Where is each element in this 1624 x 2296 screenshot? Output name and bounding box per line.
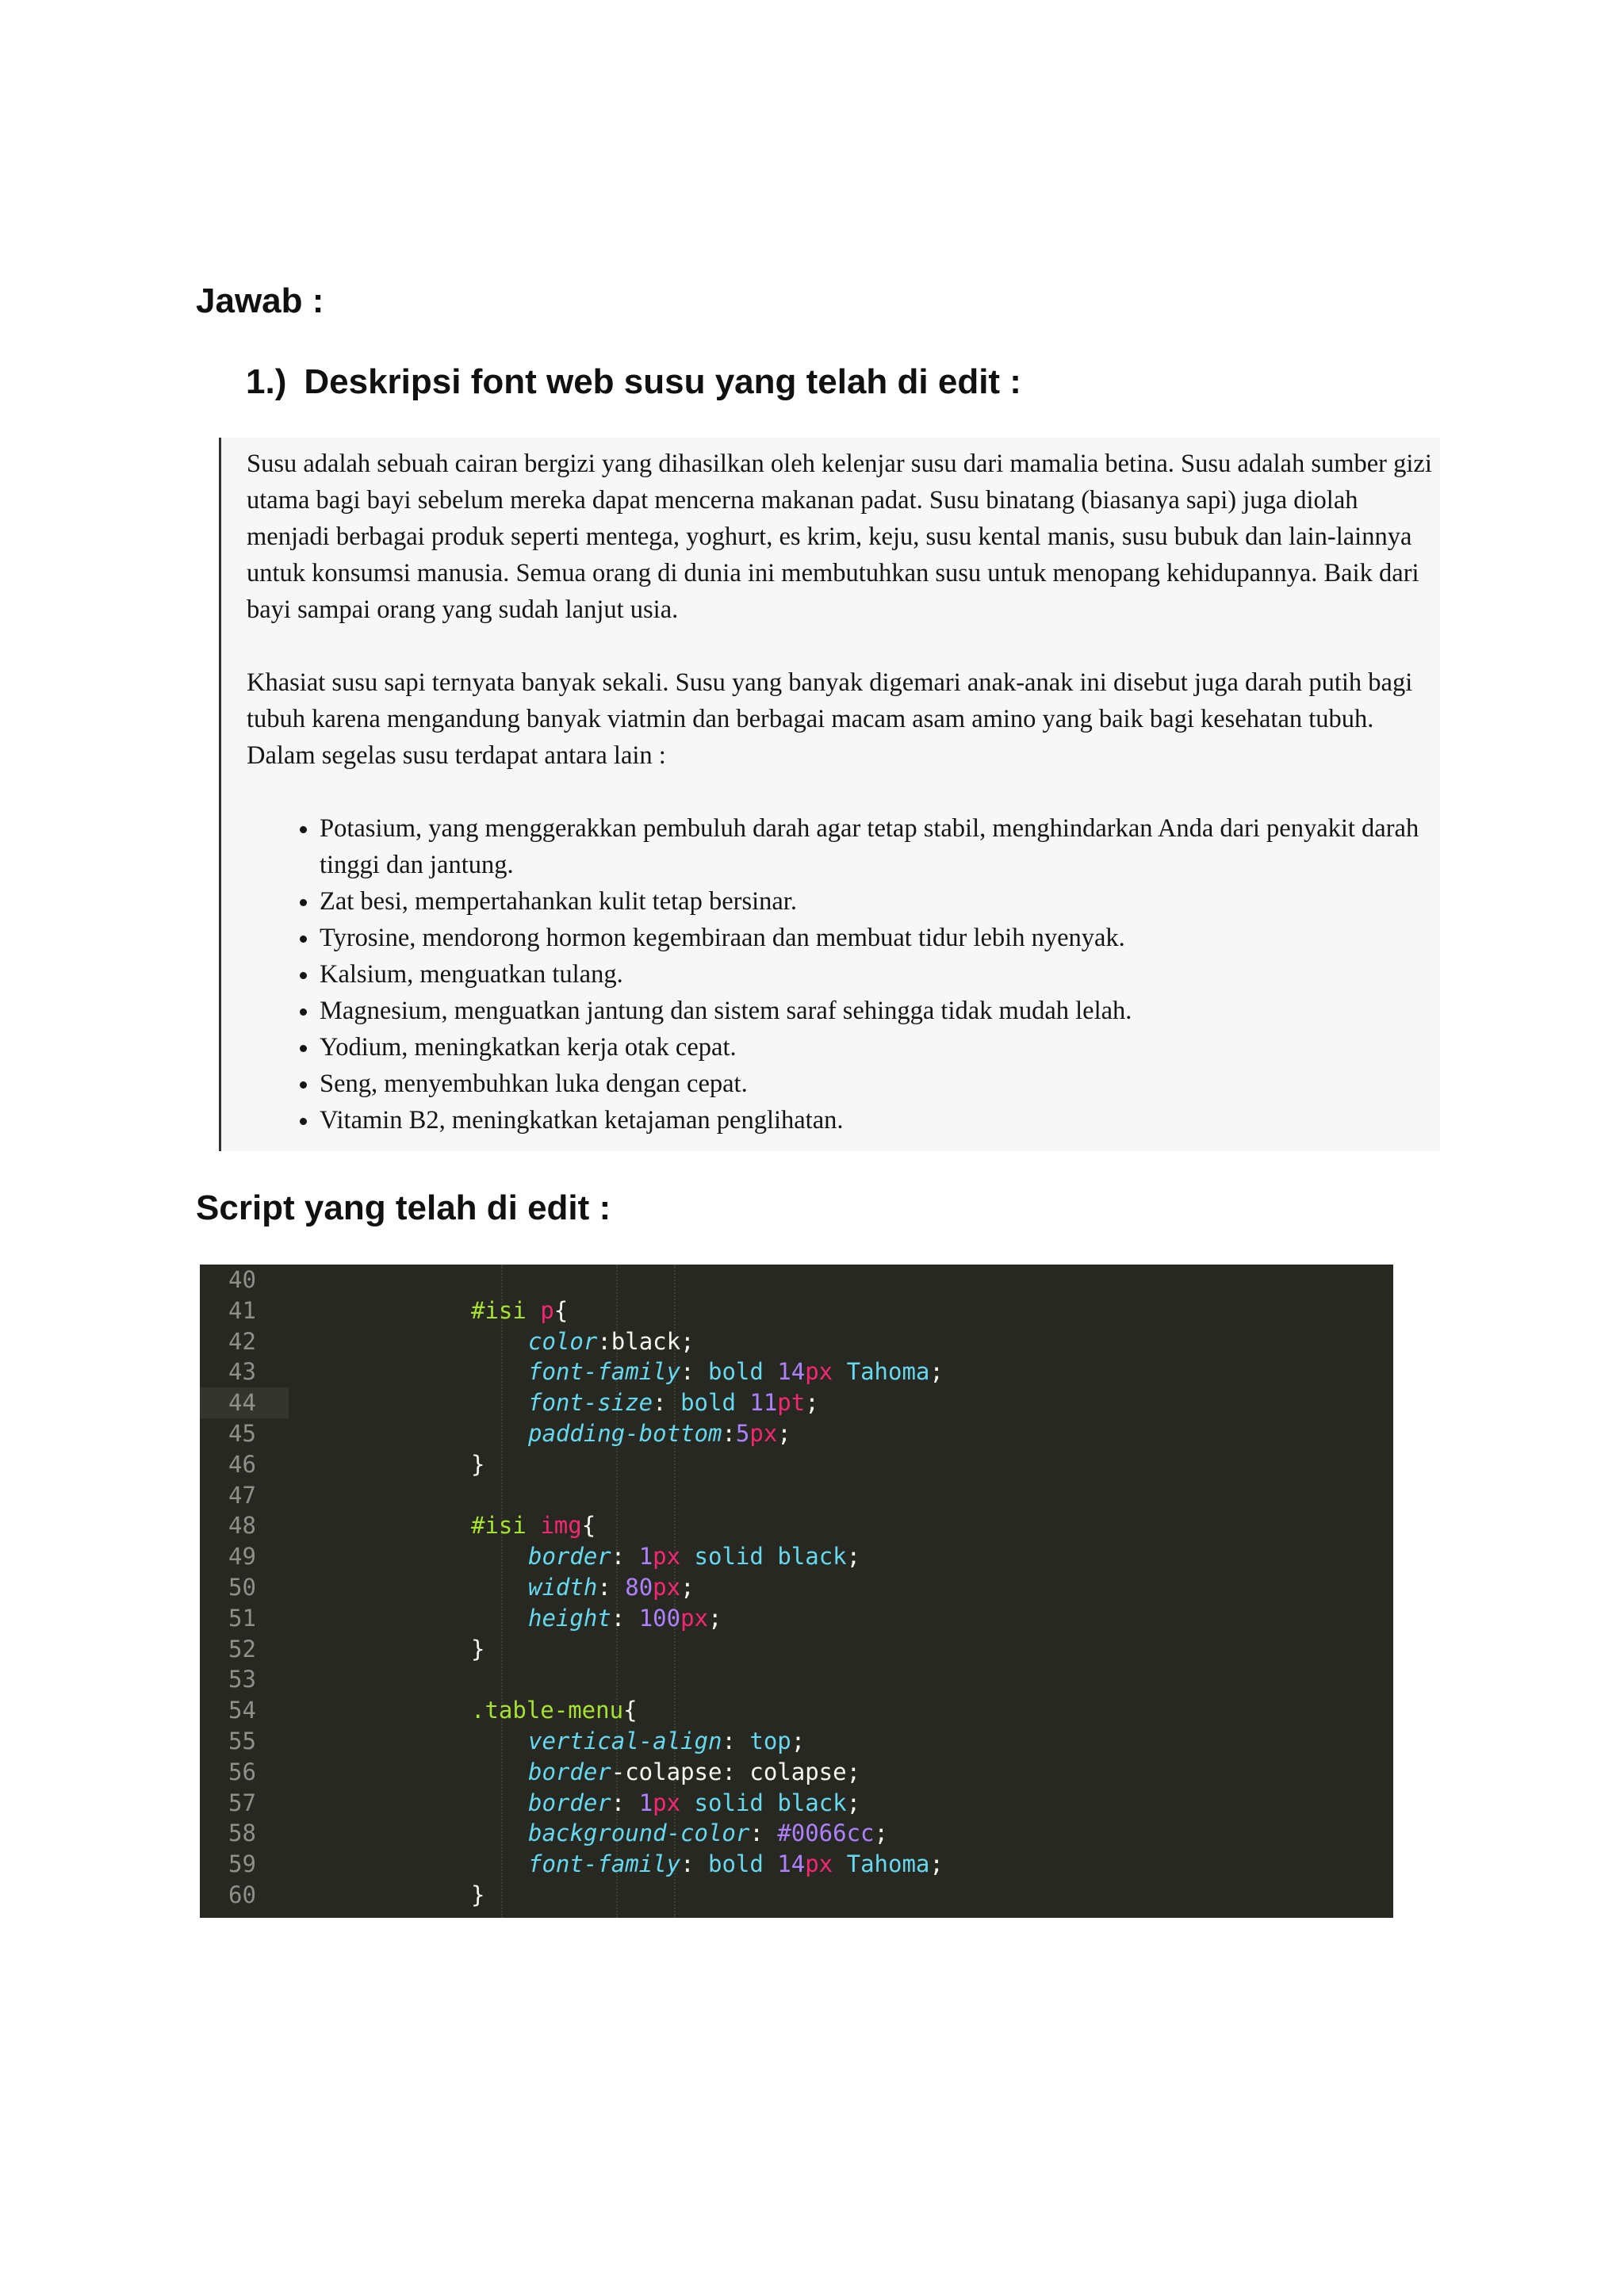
code-text bbox=[471, 1449, 485, 1480]
code-text bbox=[528, 1726, 805, 1757]
code-token: { bbox=[553, 1296, 569, 1324]
code-line bbox=[200, 1726, 1393, 1757]
code-token: { bbox=[623, 1697, 638, 1724]
code-token: ; bbox=[929, 1358, 944, 1386]
line-number: 51 bbox=[228, 1604, 256, 1632]
code-line bbox=[200, 1880, 1393, 1911]
code-token: } bbox=[471, 1881, 485, 1908]
line-number-cell bbox=[200, 1634, 289, 1665]
code-token: 1 bbox=[638, 1543, 653, 1571]
line-number: 48 bbox=[228, 1512, 256, 1540]
line-number-cell bbox=[200, 1449, 289, 1480]
code-token: : bbox=[722, 1419, 736, 1447]
code-token: p bbox=[540, 1296, 554, 1324]
answer-heading: Jawab : bbox=[196, 281, 324, 320]
code-line bbox=[200, 1357, 1393, 1387]
code-line bbox=[200, 1449, 1393, 1480]
code-token: px bbox=[653, 1789, 681, 1816]
line-number: 43 bbox=[228, 1358, 256, 1386]
code-token: #isi bbox=[471, 1296, 527, 1324]
code-text bbox=[471, 1880, 485, 1911]
line-number: 52 bbox=[228, 1635, 256, 1663]
code-token bbox=[764, 1789, 777, 1816]
code-token: vertical-align bbox=[528, 1727, 722, 1755]
code-line bbox=[200, 1695, 1393, 1726]
line-number: 42 bbox=[228, 1327, 256, 1355]
code-line bbox=[200, 1572, 1393, 1603]
code-text bbox=[528, 1849, 944, 1880]
code-token: 14 bbox=[777, 1850, 806, 1878]
code-token: : bbox=[680, 1358, 708, 1386]
line-number-cell bbox=[200, 1510, 289, 1541]
line-number-cell bbox=[200, 1603, 289, 1634]
code-token: black bbox=[777, 1789, 847, 1816]
code-text bbox=[528, 1541, 860, 1572]
line-number: 46 bbox=[228, 1450, 256, 1478]
list-item: • Potasium, yang menggerakkan pembuluh darah agar tetap stabil, menghindarkan Anda dari penyakit darah tinggi dan jantung. bbox=[320, 810, 1446, 883]
code-text bbox=[471, 1510, 596, 1541]
line-number-cell bbox=[200, 1387, 289, 1418]
line-number: 45 bbox=[228, 1419, 256, 1447]
line-number: 57 bbox=[228, 1789, 256, 1816]
line-number: 60 bbox=[228, 1881, 256, 1908]
code-text bbox=[528, 1788, 860, 1819]
question-text: Deskripsi font web susu yang telah di edit : bbox=[304, 362, 1021, 401]
nutrient-list bbox=[247, 810, 1446, 1138]
line-number: 44 bbox=[228, 1389, 256, 1417]
code-token: 1 bbox=[638, 1789, 653, 1816]
code-text bbox=[528, 1387, 819, 1418]
code-token: font-size bbox=[528, 1389, 653, 1417]
line-number-cell bbox=[200, 1726, 289, 1757]
code-text bbox=[528, 1603, 722, 1634]
line-number: 50 bbox=[228, 1573, 256, 1601]
code-token: px bbox=[749, 1419, 778, 1447]
question-number: 1.) bbox=[246, 362, 287, 401]
question-heading bbox=[246, 360, 1021, 404]
code-token: solid bbox=[694, 1543, 764, 1571]
code-text bbox=[528, 1818, 888, 1849]
line-number-cell bbox=[200, 1357, 289, 1387]
code-token: : bbox=[653, 1389, 681, 1417]
code-token: height bbox=[528, 1604, 611, 1632]
code-token: #isi bbox=[471, 1512, 527, 1540]
list-item: • Magnesium, menguatkan jantung dan sistem saraf sehingga tidak mudah lelah. bbox=[320, 993, 1446, 1029]
code-token: } bbox=[471, 1635, 485, 1663]
code-line bbox=[200, 1541, 1393, 1572]
code-token: font-family bbox=[528, 1358, 681, 1386]
script-heading: Script yang telah di edit : bbox=[196, 1188, 611, 1227]
code-text bbox=[471, 1634, 485, 1665]
code-token: ; bbox=[791, 1727, 806, 1755]
code-token bbox=[527, 1512, 540, 1539]
code-token: ; bbox=[708, 1604, 722, 1632]
code-token: -colapse: colapse; bbox=[611, 1758, 861, 1785]
code-line bbox=[200, 1265, 1393, 1295]
code-token: bold bbox=[680, 1389, 736, 1417]
code-token: #0066cc bbox=[777, 1820, 875, 1847]
line-number-cell bbox=[200, 1480, 289, 1511]
code-token: px bbox=[653, 1573, 681, 1601]
code-line bbox=[200, 1664, 1393, 1695]
line-number-cell bbox=[200, 1818, 289, 1849]
code-token: : bbox=[611, 1543, 639, 1571]
code-token: black bbox=[611, 1327, 681, 1355]
code-line bbox=[200, 1603, 1393, 1634]
line-number-cell bbox=[200, 1265, 289, 1295]
code-token: padding-bottom bbox=[528, 1419, 722, 1447]
list-item: • Tyrosine, mendorong hormon kegembiraan dan membuat tidur lebih nyenyak. bbox=[320, 920, 1446, 956]
code-token bbox=[527, 1297, 540, 1324]
code-token bbox=[764, 1543, 777, 1570]
code-text bbox=[471, 1295, 568, 1326]
code-token: ; bbox=[874, 1820, 888, 1847]
code-token: : bbox=[611, 1789, 639, 1816]
code-token: width bbox=[528, 1573, 598, 1601]
code-token: ; bbox=[929, 1850, 944, 1878]
code-token: border bbox=[528, 1758, 611, 1785]
code-token: px bbox=[653, 1543, 681, 1571]
code-line bbox=[200, 1295, 1393, 1326]
code-token: : bbox=[749, 1820, 778, 1847]
line-number: 54 bbox=[228, 1697, 256, 1724]
line-number: 40 bbox=[228, 1266, 256, 1293]
code-token: : bbox=[597, 1327, 611, 1355]
line-number: 47 bbox=[228, 1481, 256, 1509]
code-text bbox=[528, 1357, 944, 1387]
code-line bbox=[200, 1788, 1393, 1819]
web-description-screenshot bbox=[219, 438, 1440, 1151]
line-number-cell bbox=[200, 1664, 289, 1695]
code-token bbox=[680, 1543, 694, 1570]
code-token: : bbox=[680, 1850, 708, 1878]
code-token: ; bbox=[846, 1543, 861, 1571]
code-token: px bbox=[805, 1850, 833, 1878]
line-number: 49 bbox=[228, 1543, 256, 1571]
code-token: bold bbox=[707, 1850, 764, 1878]
code-token: border bbox=[528, 1543, 611, 1571]
code-token: top bbox=[749, 1727, 791, 1755]
code-token: border bbox=[528, 1789, 611, 1816]
list-item: • Zat besi, mempertahankan kulit tetap bersinar. bbox=[320, 883, 1446, 920]
code-line bbox=[200, 1387, 1393, 1418]
code-token bbox=[680, 1789, 694, 1816]
code-token bbox=[833, 1850, 846, 1877]
line-number-cell bbox=[200, 1757, 289, 1788]
line-number-cell bbox=[200, 1849, 289, 1880]
line-number-cell bbox=[200, 1880, 289, 1911]
code-token: black bbox=[777, 1543, 847, 1571]
code-line bbox=[200, 1326, 1393, 1357]
code-token: 100 bbox=[638, 1604, 681, 1632]
code-editor-screenshot bbox=[200, 1265, 1393, 1918]
code-text bbox=[471, 1695, 638, 1726]
code-line bbox=[200, 1418, 1393, 1449]
code-token: 11 bbox=[749, 1389, 778, 1417]
code-token: ; bbox=[680, 1327, 695, 1355]
description-paragraph: Susu adalah sebuah cairan bergizi yang dihasilkan oleh kelenjar susu dari mamalia betina. Susu adalah sumber gizi utama bagi bayi sebelum mereka dapat mencerna makanan padat. Susu binatang (biasanya sapi) juga diolah menjadi berbagai produk seperti mentega, yoghurt, es krim, keju, susu kental manis, susu bubuk dan lain-lainnya untuk konsumsi manusia. Semua orang di dunia ini membutuhkan susu untuk menopang kehidupannya. Baik dari bayi sampai orang yang sudah lanjut usia. bbox=[247, 450, 1432, 624]
code-token: font-family bbox=[528, 1850, 681, 1878]
code-token: ; bbox=[805, 1389, 819, 1417]
code-text bbox=[528, 1572, 695, 1603]
code-token: background-color bbox=[528, 1820, 750, 1847]
line-number: 58 bbox=[228, 1820, 256, 1847]
code-token: color bbox=[528, 1327, 598, 1355]
line-number-cell bbox=[200, 1295, 289, 1326]
code-line bbox=[200, 1849, 1393, 1880]
code-token: px bbox=[680, 1604, 708, 1632]
code-token: : bbox=[722, 1727, 750, 1755]
line-number-cell bbox=[200, 1418, 289, 1449]
code-token: Tahoma bbox=[846, 1850, 930, 1878]
code-text bbox=[528, 1757, 860, 1788]
code-token bbox=[736, 1389, 749, 1416]
code-token bbox=[764, 1358, 777, 1385]
code-token: { bbox=[581, 1512, 596, 1540]
code-token: } bbox=[471, 1450, 485, 1478]
code-token: img bbox=[540, 1512, 582, 1540]
code-token: 14 bbox=[777, 1358, 806, 1386]
code-token: : bbox=[611, 1604, 639, 1632]
code-token bbox=[764, 1850, 777, 1877]
line-number-cell bbox=[200, 1695, 289, 1726]
code-text bbox=[528, 1418, 791, 1449]
code-token: solid bbox=[694, 1789, 764, 1816]
code-token: ; bbox=[846, 1789, 861, 1816]
line-number: 56 bbox=[228, 1758, 256, 1785]
code-token bbox=[833, 1358, 846, 1385]
line-number-cell bbox=[200, 1572, 289, 1603]
list-item: • Kalsium, menguatkan tulang. bbox=[320, 956, 1446, 993]
line-number: 59 bbox=[228, 1850, 256, 1878]
code-token: ; bbox=[777, 1419, 791, 1447]
code-line bbox=[200, 1757, 1393, 1788]
line-number: 55 bbox=[228, 1727, 256, 1755]
code-token: bold bbox=[707, 1358, 764, 1386]
code-token: Tahoma bbox=[846, 1358, 930, 1386]
code-token: .table-menu bbox=[471, 1697, 624, 1724]
code-token: 80 bbox=[625, 1573, 653, 1601]
code-lines bbox=[200, 1265, 1393, 1911]
code-token: pt bbox=[777, 1389, 806, 1417]
code-token: px bbox=[805, 1358, 833, 1386]
description-paragraph: Khasiat susu sapi ternyata banyak sekali. Susu yang banyak digemari anak-anak ini disebut juga darah putih bagi tubuh karena mengandung banyak viatmin dan berbagai macam asam amino yang baik bagi kesehatan tubuh. Dalam segelas susu terdapat antara lain : bbox=[247, 668, 1413, 770]
line-number-cell bbox=[200, 1788, 289, 1819]
code-token: 5 bbox=[735, 1419, 750, 1447]
line-number-cell bbox=[200, 1541, 289, 1572]
list-item: • Seng, menyembuhkan luka dengan cepat. bbox=[320, 1066, 1446, 1102]
code-token: ; bbox=[680, 1573, 695, 1601]
line-number-cell bbox=[200, 1326, 289, 1357]
code-line bbox=[200, 1480, 1393, 1511]
code-line bbox=[200, 1818, 1393, 1849]
code-text bbox=[528, 1326, 695, 1357]
list-item: • Vitamin B2, meningkatkan ketajaman penglihatan. bbox=[320, 1102, 1446, 1138]
code-token: : bbox=[597, 1573, 626, 1601]
line-number: 53 bbox=[228, 1666, 256, 1693]
code-line bbox=[200, 1510, 1393, 1541]
list-item: • Yodium, meningkatkan kerja otak cepat. bbox=[320, 1029, 1446, 1066]
line-number: 41 bbox=[228, 1296, 256, 1324]
code-line bbox=[200, 1634, 1393, 1665]
